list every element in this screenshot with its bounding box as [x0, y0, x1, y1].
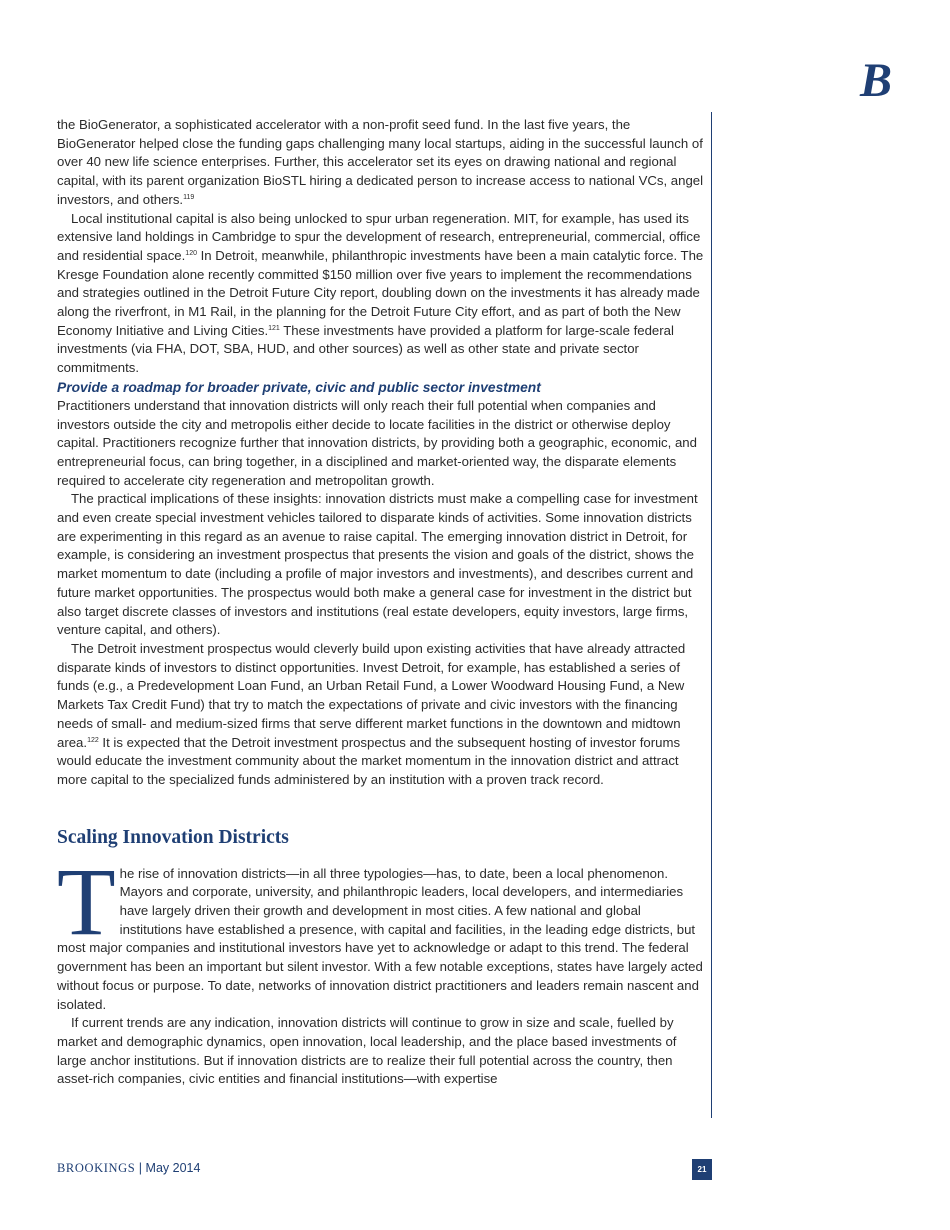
brookings-logo-icon: [856, 56, 896, 106]
paragraph-detroit-prospectus: The Detroit investment prospectus would cleverly build upon existing activities that have already attracted disparate kinds of investors to distinct opportunities. Invest Detroit, for example, has established a series of funds (e.g., a Predevelopment Loan Fund, an Urban Retail Fund, a Lower Woodward Housing Fund, a New Markets Tax Credit Fund) that try to match the expectations of private and civic investors with the financing needs of small- and medium-sized firms that serve different market functions in the downtown and midtown area.$^{122}$ It is expected that the Detroit investment prospectus and the subsequent hosting of investor forums would educate the investment community about the market momentum in the innovation district and attract more capital to the specialized funds administered by an institution with a proven track record.: [57, 640, 686, 787]
subheading-roadmap: Provide a roadmap for broader private, civic and public sector investment: [57, 379, 541, 395]
footer: [57, 1161, 200, 1176]
paragraph-biogenerator: the BioGenerator, a sophisticated accelerator with a non-profit seed fund. In the last five years, the BioGenerator helped close the funding gaps challenging many local startups, aiding in the successful launch of over 40 new life science enterprises. Further, this accelerator set its eyes on drawing national and regional capital, with its parent organization BioSTL hiring a dedicated person to increase access to national VCs, angel investors, and others.$^{119}$: [57, 117, 704, 207]
footnote-ref: 119: [183, 193, 195, 201]
footer-date: May 2014: [145, 1161, 201, 1175]
footnote-ref: 121: [268, 324, 280, 332]
paragraph-practical-implications: The practical implications of these insights: innovation districts must make a compelling case for investment and even create special investment vehicles tailored to disparate kinds of activities. Some innovation districts are experimenting in this regard as an avenue to raise capital. The emerging innovation district in Detroit, for example, is considering an investment prospectus that presents the vision and goals of the district, shows the market momentum to date (including a profile of major investors and investments), and describes current and future market opportunities. The prospectus would both make a general case for investment in the district but also target discrete classes of investors and institutions (real estate developers, equity investors, large firms, venture capital, and others).: [57, 491, 698, 638]
page-number: 21: [692, 1159, 712, 1180]
paragraph-institutional-capital: Local institutional capital is also being unlocked to spur urban regeneration. MIT, for example, has used its extensive land holdings in Cambridge to spur the development of research, entrepreneurial, commercial, office and residential space.$^{120}$ In Detroit, meanwhile, philanthropic investments have been a main catalytic force. The Kresge Foundation alone recently committed $150 million over five years to implement the recommendations and strategies outlined in the Detroit Future City report, doubling down on the investments it has already made along the riverfront, in M1 Rail, in the planning for the Detroit Future City effort, and as part of both the New Economy Initiative and Living Cities.$^{121}$ These investments have provided a platform for large-scale federal investments (via FHA, DOT, SBA, HUD, and other sources) as well as other state and private sector commitments.: [57, 210, 704, 376]
footnote-ref: 122: [87, 736, 99, 744]
paragraph-practitioners: Practitioners understand that innovation districts will only reach their full potential when companies and investors outside the city and metropolis either decide to locate facilities in the district or otherwise deploy capital. Practitioners recognize further that innovation districts, by providing both a geographic, economic, and entrepreneurial focus, can bring together, in a disciplined and market-oriented way, the disparate elements required to accelerate city regeneration and metropolitan growth.: [57, 397, 697, 488]
section-title: Scaling Innovation Districts: [57, 826, 289, 848]
margin-rule: [711, 112, 712, 1118]
drop-cap: T: [57, 847, 116, 955]
paragraph-current-trends: If current trends are any indication, innovation districts will continue to grow in size and scale, fuelled by market and demographic dynamics, open innovation, local leadership, and the place based investments of large anchor institutions. But if innovation districts are to realize their full potential across the country, then asset-rich companies, civic entities and financial institutions—with expertise: [57, 1015, 677, 1087]
footnote-ref: 120: [185, 249, 197, 257]
logo-letter: B: [859, 56, 893, 106]
article-body: [57, 116, 705, 1089]
footer-brand: BROOKINGS: [57, 1161, 136, 1175]
paragraph-rise-of-districts: The rise of innovation districts—in all three typologies—has, to date, been a local phenomenon. Mayors and corporate, university, and philanthropic leaders, local developers, and intermediaries have largely driven their growth and development in most cities. A few national and global institutions have established a presence, with capital and facilities, in the leading edge districts, but most major companies and institutional investors have yet to acknowledge or adapt to this trend. The federal government has been an important but silent investor. With a few notable exceptions, states have largely acted without focus or purpose. To date, networks of innovation district practitioners and leaders remain nascent and isolated.: [57, 847, 703, 1012]
footer-separator: |: [135, 1161, 146, 1175]
